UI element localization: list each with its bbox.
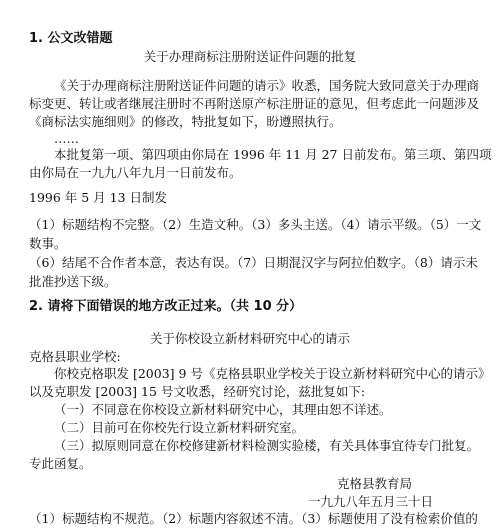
doc1-title: 关于办理商标注册附送证件问题的批复 (143, 49, 357, 64)
doc1-ellipsis: …… (54, 131, 79, 146)
doc2-signature: 克格县教育局 (337, 476, 413, 491)
section2-heading: 2. 请将下面错误的地方改正过来。（共 10 分） (29, 299, 303, 314)
doc1-para1-line1: 《关于办理商标注册附送证件问题的请示》收悉，国务院大致同意关于办理商 (54, 78, 480, 93)
section1-heading: 1. 公文改错题 (29, 31, 113, 46)
answer1-line3: （6）结尾不合作者本意，表达有误。（7）日期混汉字与阿拉伯数字。（8）请示未 (29, 255, 478, 270)
doc1-para1-line2: 标变更、转让或者继展注册时不再附送原产标注册证的意见，但考虑此一问题涉及 (29, 96, 480, 111)
doc2-item2: （二）目前可在你校先行设立新材料研究室。 (54, 420, 305, 435)
doc2-closing: 专此函复。 (29, 456, 92, 471)
doc2-sign-date: 一九九八年五月三十日 (308, 494, 434, 509)
doc1-para2-line2: 由你局在一九九八年九月一日前发布。 (29, 165, 242, 180)
doc2-title: 关于你校设立新材料研究中心的请示 (149, 331, 350, 346)
doc2-body-line1: 你校克格职发 [2003] 9 号《克格县职业学校关于设立新材料研究中心的请示》 (54, 366, 491, 381)
doc1-para1-line3: 《商标法实施细则》的修改，特批复如下，盼遵照执行。 (29, 114, 342, 129)
doc2-item1: （一）不同意在你校设立新材料研究中心，其理由恕不详述。 (54, 402, 392, 417)
answer1-line4: 批准抄送下级。 (29, 274, 117, 289)
doc1-date: 1996 年 5 月 13 日制发 (29, 190, 168, 205)
answer1-line2: 数事。 (29, 236, 67, 251)
doc2-addressee: 克格县职业学校: (29, 349, 121, 364)
doc2-body-line2: 以及克职发 [2003] 15 号文收悉，经研究讨论，兹批复如下: (29, 384, 366, 399)
answer2-partial-line: （1）标题结构不规范。（2）标题内容叙述不清。（3）标题使用了没有检索价值的 (29, 511, 478, 526)
answer1-line1: （1）标题结构不完整。（2）生造文种。（3）多头主送。（4）请示平级。（5）一文 (29, 217, 482, 232)
doc1-para2-line1: 本批复第一项、第四项由你局在 1996 年 11 月 27 日前发布。第三项、第四项 (54, 147, 492, 162)
doc2-item3: （三）拟原则同意在你校修建新材料检测实验楼，有关具体事宜待专门批复。 (54, 438, 480, 453)
